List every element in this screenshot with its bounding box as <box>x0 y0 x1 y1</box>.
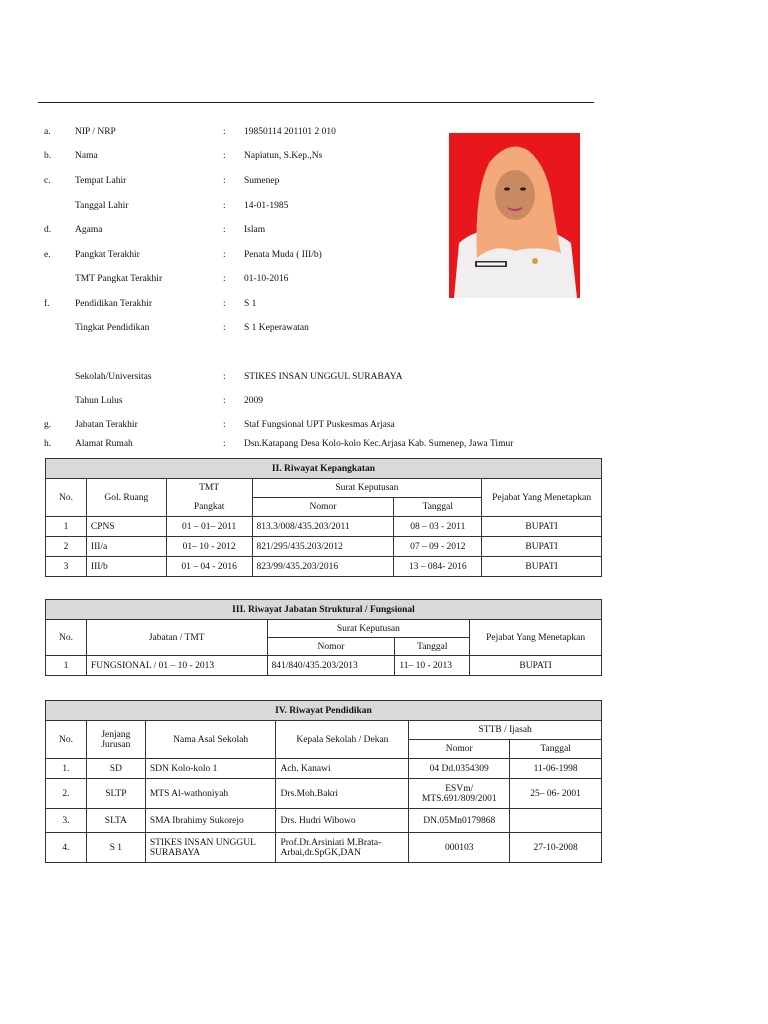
table-cell: 2 <box>46 537 87 557</box>
table-kepangkatan <box>45 458 602 577</box>
table-cell: 4. <box>46 833 87 863</box>
field-label: NIP / NRP <box>75 127 116 137</box>
colon: : <box>223 127 226 137</box>
table-cell: 08 – 03 - 2011 <box>394 517 482 537</box>
colon: : <box>223 372 226 382</box>
field-value: 2009 <box>244 396 263 406</box>
field-label: Pangkat Terakhir <box>75 250 140 260</box>
col-header-pangkat: Pangkat <box>166 498 252 517</box>
colon: : <box>223 323 226 333</box>
field-label: Nama <box>75 151 98 161</box>
table-title: II. Riwayat Kepangkatan <box>46 459 602 479</box>
table-row <box>46 759 602 779</box>
table-cell: BUPATI <box>482 557 602 577</box>
table-cell: 13 – 084- 2016 <box>394 557 482 577</box>
table-cell: BUPATI <box>482 537 602 557</box>
table-cell: SMA Ibrahimy Sukorejo <box>145 809 276 833</box>
table-cell: 000103 <box>409 833 510 863</box>
field-label: Tahun Lulus <box>75 396 123 406</box>
col-header-nama-sekolah: Nama Asal Sekolah <box>145 721 276 759</box>
col-header-no: No. <box>46 721 87 759</box>
table-cell: S 1 <box>86 833 145 863</box>
field-value: Sumenep <box>244 176 280 186</box>
col-header-nomor: Nomor <box>252 498 394 517</box>
field-value: Dsn.Katapang Desa Kolo-kolo Kec.Arjasa Kab. Sumenep, Jawa Timur <box>244 439 514 449</box>
colon: : <box>223 250 226 260</box>
table-title: III. Riwayat Jabatan Struktural / Fungsional <box>46 600 602 620</box>
table-row <box>46 557 602 577</box>
row-letter: d. <box>44 225 52 235</box>
field-value: Penata Muda ( III/b) <box>244 250 322 260</box>
table-cell: 01– 10 - 2012 <box>166 537 252 557</box>
table-cell: 821/295/435.203/2012 <box>252 537 394 557</box>
row-letter: b. <box>44 151 52 161</box>
field-value: S 1 Keperawatan <box>244 323 309 333</box>
table-cell: 27-10-2008 <box>510 833 602 863</box>
table-row <box>46 517 602 537</box>
table-cell: Prof.Dr.Arsiniati M.Brata-Arbai,dr.SpGK,DAN <box>276 833 409 863</box>
table-cell: FUNGSIONAL / 01 – 10 - 2013 <box>86 656 267 676</box>
table-jabatan <box>45 599 602 676</box>
col-header-nomor: Nomor <box>409 740 510 759</box>
table-cell: 11– 10 - 2013 <box>395 656 470 676</box>
col-header-sk: Surat Keputusan <box>252 479 482 498</box>
row-letter: g. <box>44 420 52 430</box>
table-cell: SDN Kolo-kolo 1 <box>145 759 276 779</box>
col-header-jabatan: Jabatan / TMT <box>86 620 267 656</box>
field-value: 19850114 201101 2 010 <box>244 127 336 137</box>
field-value: S 1 <box>244 299 257 309</box>
table-cell: CPNS <box>86 517 166 537</box>
table-cell: 1 <box>46 656 87 676</box>
table-cell: SLTA <box>86 809 145 833</box>
table-cell: III/a <box>86 537 166 557</box>
table-cell: 11-06-1998 <box>510 759 602 779</box>
col-header-no: No. <box>46 479 87 517</box>
colon: : <box>223 396 226 406</box>
colon: : <box>223 274 226 284</box>
table-cell: III/b <box>86 557 166 577</box>
colon: : <box>223 299 226 309</box>
field-value: STIKES INSAN UNGGUL SURABAYA <box>244 372 403 382</box>
table-cell: 841/840/435.203/2013 <box>267 656 395 676</box>
table-row <box>46 779 602 809</box>
table-cell: SLTP <box>86 779 145 809</box>
table-cell: BUPATI <box>482 517 602 537</box>
col-header-sttb: STTB / Ijasah <box>409 721 602 740</box>
colon: : <box>223 201 226 211</box>
table-cell: 3. <box>46 809 87 833</box>
biodata-section <box>0 0 768 460</box>
col-header-nomor: Nomor <box>267 638 395 656</box>
table-pendidikan <box>45 700 602 863</box>
field-value: Napiatun, S.Kep.,Ns <box>244 151 323 161</box>
table-row <box>46 833 602 863</box>
table-cell: Drs. Hudri Wibowo <box>276 809 409 833</box>
field-label: Pendidikan Terakhir <box>75 299 152 309</box>
field-label: Tempat Lahir <box>75 176 127 186</box>
field-value: Staf Fungsional UPT Puskesmas Arjasa <box>244 420 395 430</box>
table-cell: 07 – 09 - 2012 <box>394 537 482 557</box>
row-letter: f. <box>44 299 50 309</box>
colon: : <box>223 420 226 430</box>
table-cell: BUPATI <box>470 656 602 676</box>
col-header-pejabat: Pejabat Yang Menetapkan <box>482 479 602 517</box>
table-cell: 1 <box>46 517 87 537</box>
field-label: Alamat Rumah <box>75 439 133 449</box>
table-cell: 01 – 04 - 2016 <box>166 557 252 577</box>
field-value: 14-01-1985 <box>244 201 289 211</box>
field-value: 01-10-2016 <box>244 274 289 284</box>
table-cell: ESVm/ MTS.691/809/2001 <box>409 779 510 809</box>
col-header-tmt: TMT <box>166 479 252 498</box>
col-header-tanggal: Tanggal <box>394 498 482 517</box>
table-cell: SD <box>86 759 145 779</box>
colon: : <box>223 176 226 186</box>
row-letter: e. <box>44 250 51 260</box>
colon: : <box>223 439 226 449</box>
colon: : <box>223 225 226 235</box>
col-header-tanggal: Tanggal <box>510 740 602 759</box>
table-cell: 04 Dd.0354309 <box>409 759 510 779</box>
table-cell <box>510 809 602 833</box>
table-row <box>46 537 602 557</box>
row-letter: h. <box>44 439 52 449</box>
table-row <box>46 809 602 833</box>
field-label: Tingkat Pendidikan <box>75 323 150 333</box>
col-header-sk: Surat Keputusan <box>267 620 470 638</box>
field-label: Agama <box>75 225 103 235</box>
profile-photo <box>449 133 580 298</box>
field-label: Tanggal Lahir <box>75 201 129 211</box>
row-letter: c. <box>44 176 51 186</box>
col-header-jenjang: Jenjang Jurusan <box>86 721 145 759</box>
field-label: Jabatan Terakhir <box>75 420 138 430</box>
table-cell: 01 – 01– 2011 <box>166 517 252 537</box>
table-title: IV. Riwayat Pendidikan <box>46 701 602 721</box>
table-cell: Ach. Kanawi <box>276 759 409 779</box>
table-cell: 2. <box>46 779 87 809</box>
table-cell: MTS Al-wathoniyah <box>145 779 276 809</box>
col-header-pejabat: Pejabat Yang Menetapkan <box>470 620 602 656</box>
table-cell: DN.05Mn0179868 <box>409 809 510 833</box>
table-cell: 25– 06- 2001 <box>510 779 602 809</box>
colon: : <box>223 151 226 161</box>
col-header-gol: Gol. Ruang <box>86 479 166 517</box>
table-cell: STIKES INSAN UNGGUL SURABAYA <box>145 833 276 863</box>
col-header-no: No. <box>46 620 87 656</box>
col-header-tanggal: Tanggal <box>395 638 470 656</box>
field-label: TMT Pangkat Terakhir <box>75 274 163 284</box>
table-cell: Drs.Moh.Bakri <box>276 779 409 809</box>
row-letter: a. <box>44 127 51 137</box>
field-value: Islam <box>244 225 266 235</box>
table-row <box>46 656 602 676</box>
col-header-kepala: Kepala Sekolah / Dekan <box>276 721 409 759</box>
table-cell: 813.3/008/435.203/2011 <box>252 517 394 537</box>
field-label: Sekolah/Universitas <box>75 372 152 382</box>
table-cell: 3 <box>46 557 87 577</box>
table-cell: 823/99/435.203/2016 <box>252 557 394 577</box>
table-cell: 1. <box>46 759 87 779</box>
